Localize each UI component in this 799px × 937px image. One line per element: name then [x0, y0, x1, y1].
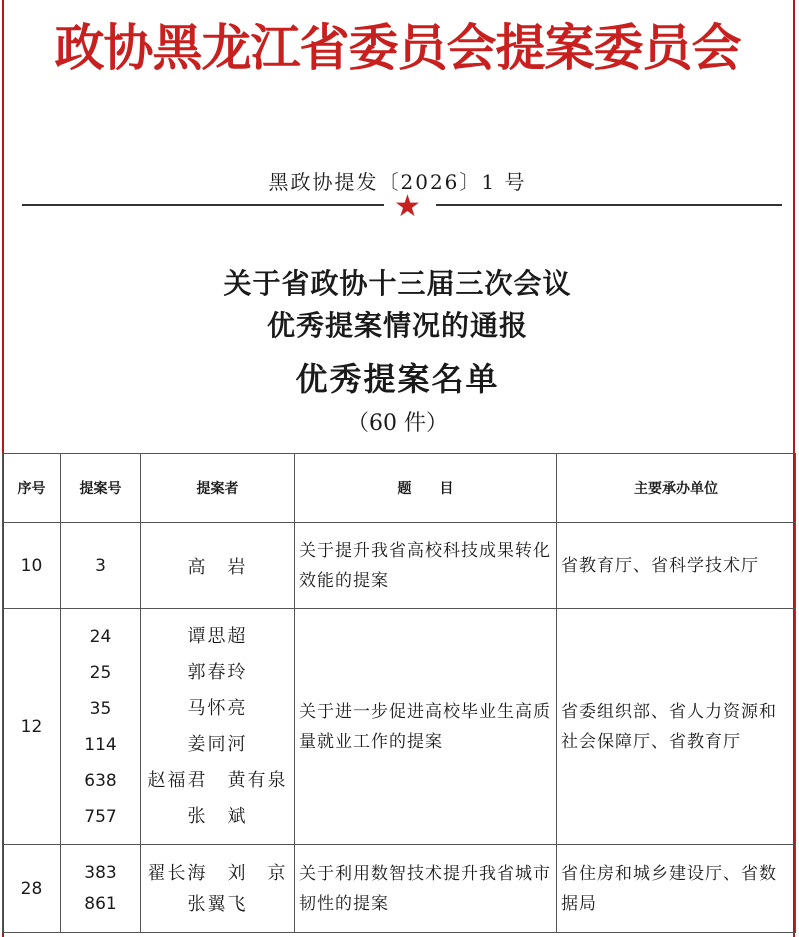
header-seq: 序号 [3, 454, 61, 523]
row-seq: 12 [3, 609, 61, 845]
row-proposer: 高 岩 [141, 523, 295, 609]
row-seq: 10 [3, 523, 61, 609]
row-proposers [141, 845, 295, 933]
notice-title-line1: 关于省政协十三届三次会议 [223, 267, 572, 300]
proposal-count: （60 件） [347, 411, 448, 436]
proposer: 张 斌 [187, 805, 248, 827]
row-proposal-number: 3 [61, 523, 141, 609]
row-proposal-numbers [61, 845, 141, 933]
proposal-number: 35 [89, 698, 112, 719]
proposer: 谭思超 [187, 625, 248, 647]
row-topic: 关于进一步促进高校毕业生高质量就业工作的提案 [295, 609, 557, 845]
proposal-number: 114 [84, 734, 117, 755]
header-topic: 题 目 [295, 454, 557, 523]
header-rule-right [436, 204, 782, 206]
proposal-table [2, 453, 796, 933]
proposer: 赵福君 黄有泉 [147, 769, 288, 791]
table-row [3, 523, 796, 609]
proposal-number: 24 [89, 626, 112, 647]
org-title: 政协黑龙江省委员会提案委员会 [54, 18, 741, 77]
proposal-number: 383 [84, 862, 117, 883]
proposal-number: 638 [84, 770, 117, 791]
table-row [3, 609, 796, 845]
row-topic: 关于提升我省高校科技成果转化效能的提案 [295, 523, 557, 609]
proposer: 张翼飞 [187, 893, 248, 915]
row-department: 省教育厅、省科学技术厅 [557, 523, 796, 609]
header-proposer: 提案者 [141, 454, 295, 523]
row-proposal-numbers [61, 609, 141, 845]
proposer: 郭春玲 [187, 661, 248, 683]
proposal-number: 757 [84, 806, 117, 827]
table-row [3, 845, 796, 933]
document-number: 黑政协提发〔2026〕1 号 [268, 170, 527, 194]
row-department: 省住房和城乡建设厅、省数据局 [557, 845, 796, 933]
proposer: 姜同河 [187, 733, 248, 755]
list-title: 优秀提案名单 [295, 360, 500, 398]
row-proposers [141, 609, 295, 845]
row-department: 省委组织部、省人力资源和社会保障厅、省教育厅 [557, 609, 796, 845]
row-seq: 28 [3, 845, 61, 933]
row-topic: 关于利用数智技术提升我省城市韧性的提案 [295, 845, 557, 933]
notice-title-line2: 优秀提案情况的通报 [266, 309, 528, 342]
red-star-icon: ★ [394, 189, 421, 224]
table-header-row [3, 454, 796, 523]
proposer: 翟长海 刘 京 [147, 862, 288, 884]
proposer: 马怀亮 [187, 697, 248, 719]
proposal-number: 25 [89, 662, 112, 683]
proposal-number: 861 [84, 893, 117, 914]
header-rule-left [22, 204, 384, 206]
header-department: 主要承办单位 [557, 454, 796, 523]
header-proposal-number: 提案号 [61, 454, 141, 523]
